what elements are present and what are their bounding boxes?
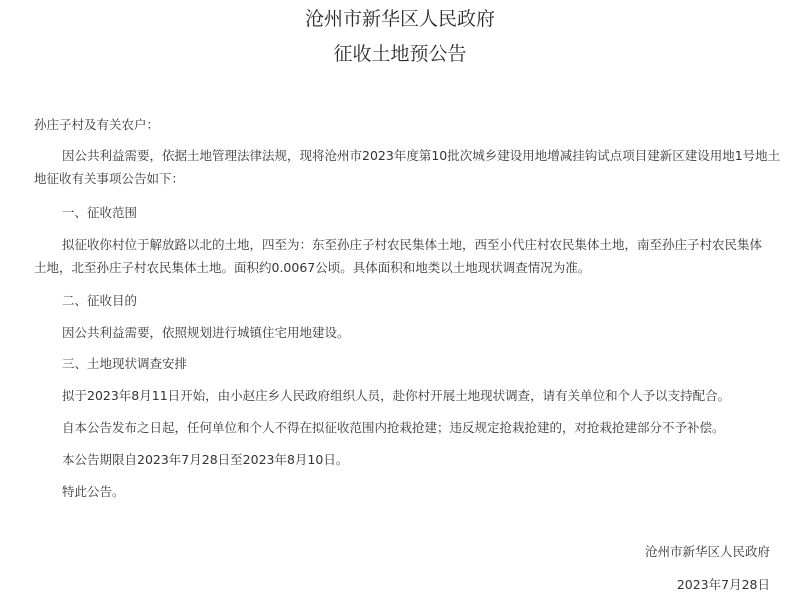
section-1-text-line-2: 土地，北至孙庄子村农民集体土地。面积约0.0067公顷。具体面积和地类以土地现状调查情况为准。 — [34, 260, 591, 275]
section-3-text: 拟于2023年8月11日开始，由小赵庄乡人民政府组织人员，赴你村开展土地现状调查，请有关单位和个人予以支持配合。 — [62, 388, 731, 403]
section-2-text: 因公共利益需要，依照规划进行城镇住宅用地建设。 — [62, 325, 350, 340]
closing-paragraph: 特此公告。 — [62, 484, 125, 499]
document-org-title: 沧州市新华区人民政府 — [304, 8, 495, 30]
section-2-heading: 二、征收目的 — [62, 293, 138, 308]
salutation: 孙庄子村及有关农户： — [34, 117, 160, 132]
signature-org: 沧州市新华区人民政府 — [644, 544, 770, 559]
section-3-heading: 三、土地现状调查安排 — [62, 356, 188, 371]
signature-date: 2023年7月28日 — [676, 577, 770, 592]
document-title: 征收土地预公告 — [333, 43, 467, 65]
period-paragraph: 本公告期限自2023年7月28日至2023年8月10日。 — [62, 452, 349, 467]
intro-paragraph-line-2: 地征收有关事项公告如下： — [34, 171, 185, 186]
notice-paragraph: 自本公告发布之日起，任何单位和个人不得在拟征收范围内抢栽抢建；违反规定抢栽抢建的，对抢栽抢建部分不予补偿。 — [62, 420, 725, 435]
section-1-heading: 一、征收范围 — [62, 205, 138, 220]
section-1-text-line-1: 拟征收你村位于解放路以北的土地，四至为：东至孙庄子村农民集体土地，西至小代庄村农民集体土地，南至孙庄子村农民集体 — [62, 237, 763, 252]
intro-paragraph-line-1: 因公共利益需要，依据土地管理法律法规，现将沧州市2023年度第10批次城乡建设用地增减挂钩试点项目建新区建设用地1号地土 — [62, 148, 781, 163]
